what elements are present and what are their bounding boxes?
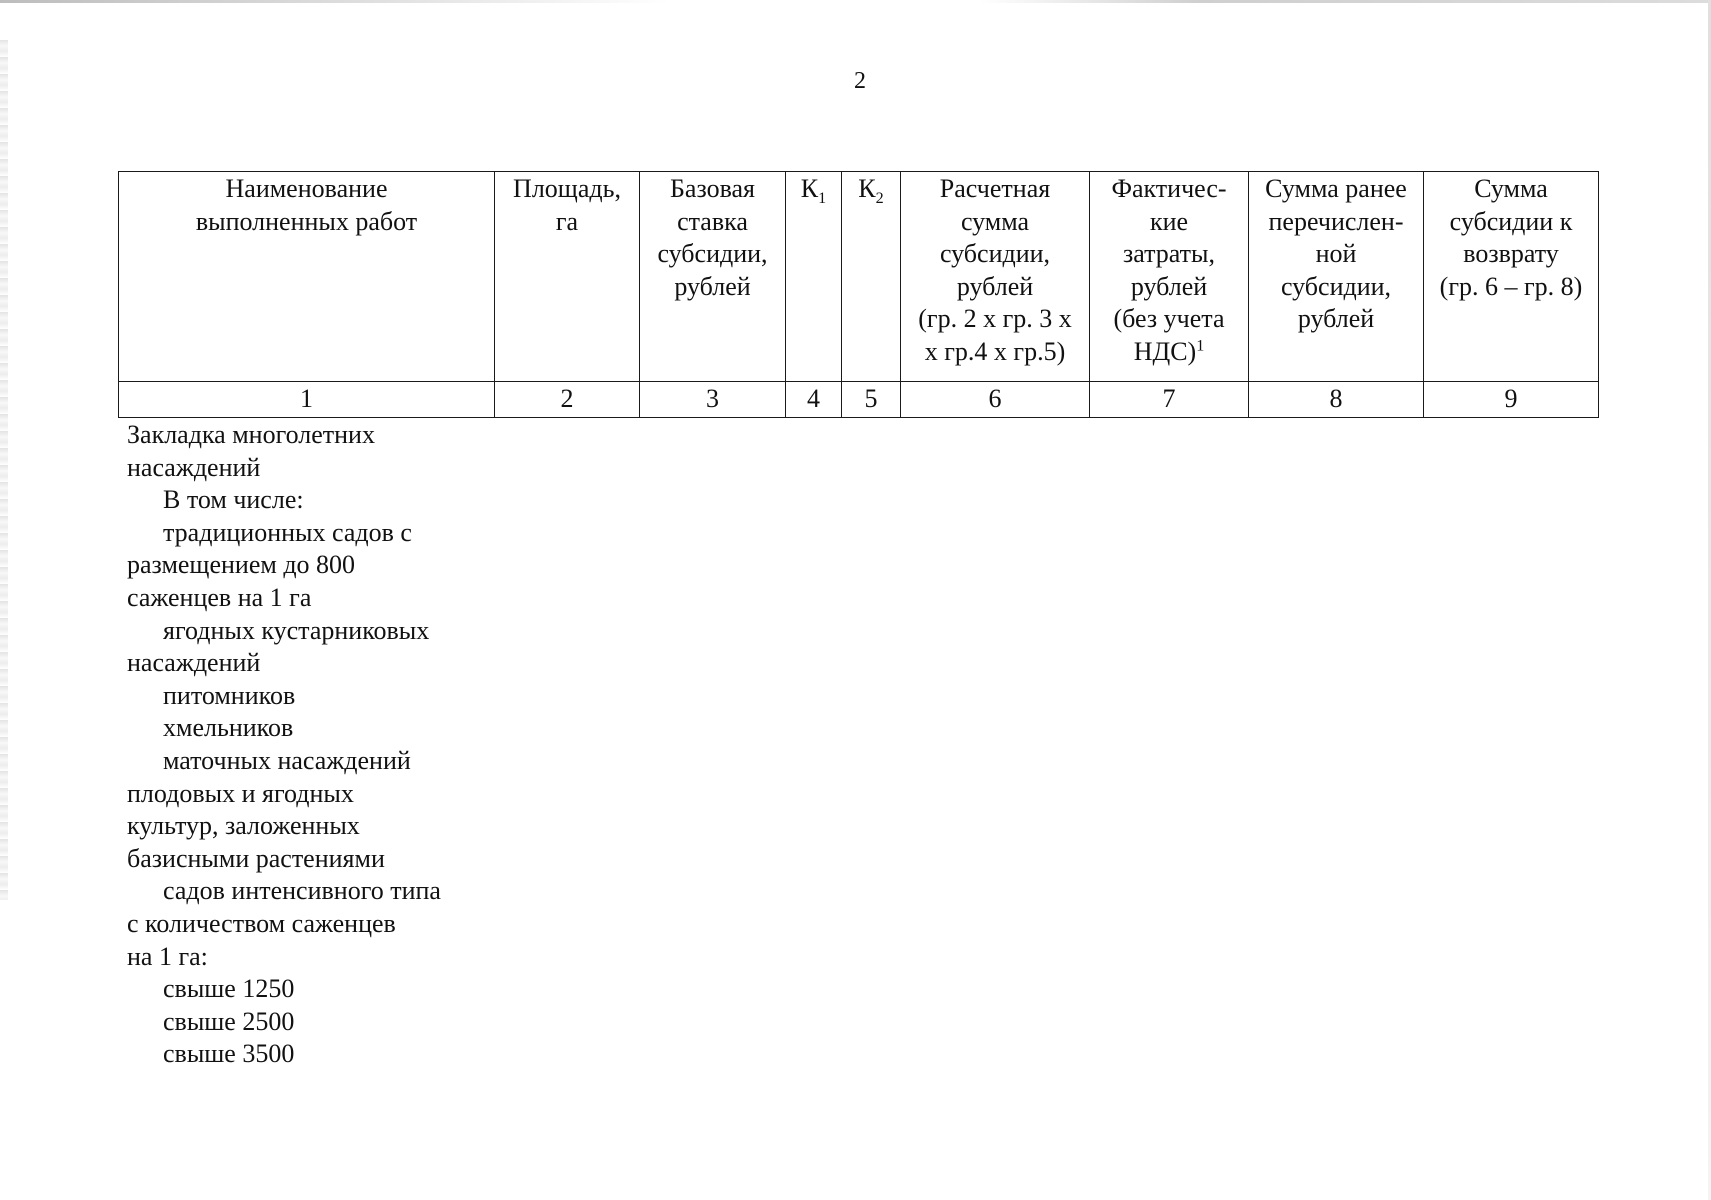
item-hop-yards: хмельников	[163, 713, 294, 743]
column-number: 4	[786, 382, 842, 418]
work-items-list	[127, 419, 441, 1071]
column-number: 6	[901, 382, 1090, 418]
header-actual-costs: Фактичес- кие затраты, рублей (без учета НДС)$^1$	[1090, 172, 1249, 382]
header-k2: $К_2$	[842, 172, 901, 382]
item-nurseries: питомников	[163, 680, 296, 710]
scan-edge-top-left	[0, 0, 670, 3]
header-work-name: Наименование выполненных работ	[119, 172, 495, 382]
header-area: Площадь, га	[495, 172, 640, 382]
column-number-row	[119, 382, 1599, 418]
table-header-row	[119, 172, 1599, 382]
scan-edge-top-right	[980, 0, 1711, 3]
column-number: 5	[842, 382, 901, 418]
header-refund-sum: Сумма субсидии к возврату (гр. 6 – гр. 8)	[1424, 172, 1599, 382]
column-number: 9	[1424, 382, 1599, 418]
item-over-3500: свыше 3500	[163, 1039, 295, 1069]
column-number: 8	[1249, 382, 1424, 418]
item-mother-plantings: маточных насаждений плодовых и ягодных культур, заложенных базисными растениями	[127, 745, 411, 873]
column-number: 2	[495, 382, 640, 418]
subsidy-table	[118, 171, 1599, 418]
column-number: 3	[640, 382, 786, 418]
header-calculated-sum: Расчетная сумма субсидии, рублей (гр. 2 х гр. 3 х х гр.4 х гр.5)	[901, 172, 1090, 382]
header-k1: $К_1$	[786, 172, 842, 382]
column-number: 7	[1090, 382, 1249, 418]
scan-edge-left	[0, 40, 8, 900]
item-main: Закладка многолетних насаждений	[127, 420, 375, 482]
item-over-1250: свыше 1250	[163, 974, 295, 1004]
item-over-2500: свыше 2500	[163, 1006, 295, 1036]
header-base-rate: Базовая ставка субсидии, рублей	[640, 172, 786, 382]
item-traditional-orchards: традиционных садов с размещением до 800 саженцев на 1 га	[127, 517, 412, 612]
column-number: 1	[119, 382, 495, 418]
item-intensive-orchards: садов интенсивного типа с количеством саженцев на 1 га:	[127, 876, 441, 971]
header-previous-subsidy: Сумма ранее перечислен- ной субсидии, рублей	[1249, 172, 1424, 382]
item-including: В том числе:	[163, 485, 304, 515]
page-number: 2	[854, 68, 866, 94]
item-berry-plantings: ягодных кустарниковых насаждений	[127, 615, 430, 678]
